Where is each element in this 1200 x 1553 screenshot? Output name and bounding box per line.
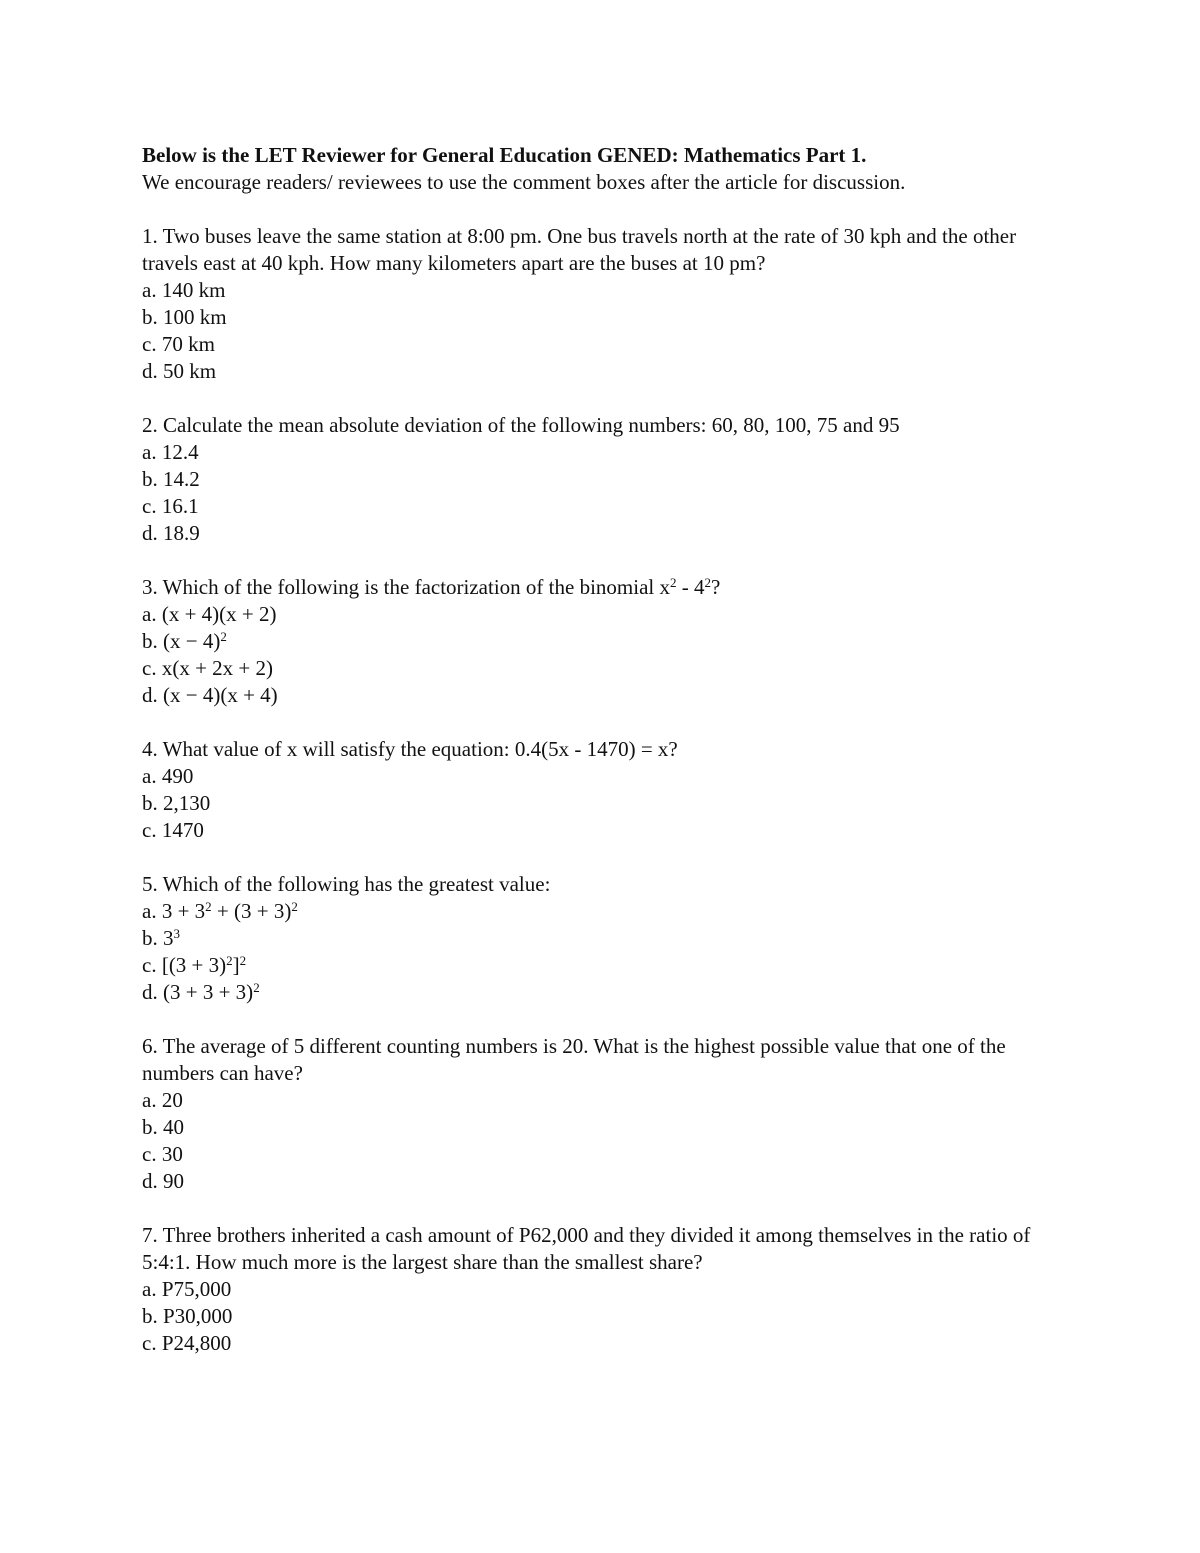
option-a: a. 12.4: [142, 440, 199, 464]
question-text: 2. Calculate the mean absolute deviation of the following numbers: 60, 80, 100, 75 and 95: [142, 413, 900, 437]
question-text: 7. Three brothers inherited a cash amount of P62,000 and they divided it among themselves in the ratio of 5:4:1. How much more is the largest share than the smallest share?: [142, 1223, 1031, 1274]
option-c: c. $[(3 + 3)^2]^2$: [142, 953, 247, 977]
superscript-exponent: 3: [173, 926, 180, 941]
superscript-exponent: 2: [220, 629, 227, 644]
superscript-exponent: 2: [226, 953, 233, 968]
superscript-exponent: 2: [205, 899, 212, 914]
option-b: b. 2,130: [142, 791, 211, 815]
question-text: 6. The average of 5 different counting numbers is 20. What is the highest possible value that one of the numbers can have?: [142, 1034, 1006, 1085]
question-1: [142, 223, 1072, 385]
option-a: a. 490: [142, 764, 194, 788]
option-c: c. 16.1: [142, 494, 199, 518]
question-2: [142, 412, 1072, 547]
option-a: a. 20: [142, 1088, 183, 1112]
option-b: b. 100 km: [142, 305, 227, 329]
question-text: 5. Which of the following has the greatest value:: [142, 872, 551, 896]
document-page: [142, 142, 1072, 1384]
option-d: d. $(3 + 3 + 3)^2$: [142, 980, 260, 1004]
question-3: [142, 574, 1072, 709]
option-c: c. 30: [142, 1142, 183, 1166]
option-b: b. $(x - 4)^2$: [142, 629, 227, 653]
superscript-exponent: 2: [704, 575, 711, 590]
question-text: 1. Two buses leave the same station at 8:00 pm. One bus travels north at the rate of 30 kph and the other travels east at 40 kph. How many kilometers apart are the buses at 10 pm?: [142, 224, 1017, 275]
option-a: a. (x + 4)(x + 2): [142, 602, 277, 626]
option-d: d. 50 km: [142, 359, 217, 383]
option-c: c. 70 km: [142, 332, 215, 356]
superscript-exponent: 2: [253, 980, 260, 995]
option-a: a. $3 + 3^2 + (3 + 3)^2$: [142, 899, 298, 923]
superscript-exponent: 2: [291, 899, 298, 914]
option-b: b. 40: [142, 1115, 184, 1139]
question-4: [142, 736, 1072, 844]
question-text: 3. Which of the following is the factorization of the binomial $x^2 - 4^2$?: [142, 575, 721, 599]
question-5: [142, 871, 1072, 1006]
option-c: c. x(x + 2x + 2): [142, 656, 273, 680]
option-c: c. P24,800: [142, 1331, 232, 1355]
option-b: b. $3^3$: [142, 926, 180, 950]
document-title: Below is the LET Reviewer for General Education GENED: Mathematics Part 1.: [142, 143, 867, 167]
question-text: 4. What value of x will satisfy the equation: 0.4(5x - 1470) = x?: [142, 737, 678, 761]
option-d: d. 18.9: [142, 521, 200, 545]
option-a: a. P75,000: [142, 1277, 232, 1301]
option-c: c. 1470: [142, 818, 204, 842]
option-b: b. P30,000: [142, 1304, 233, 1328]
option-d: d. 90: [142, 1169, 184, 1193]
option-b: b. 14.2: [142, 467, 200, 491]
superscript-exponent: 2: [239, 953, 247, 968]
question-6: [142, 1033, 1072, 1195]
document-intro: We encourage readers/ reviewees to use the comment boxes after the article for discussion.: [142, 170, 906, 194]
superscript-exponent: 2: [669, 575, 677, 590]
option-d: d. (x − 4)(x + 4): [142, 683, 278, 707]
question-7: [142, 1222, 1072, 1357]
option-a: a. 140 km: [142, 278, 226, 302]
